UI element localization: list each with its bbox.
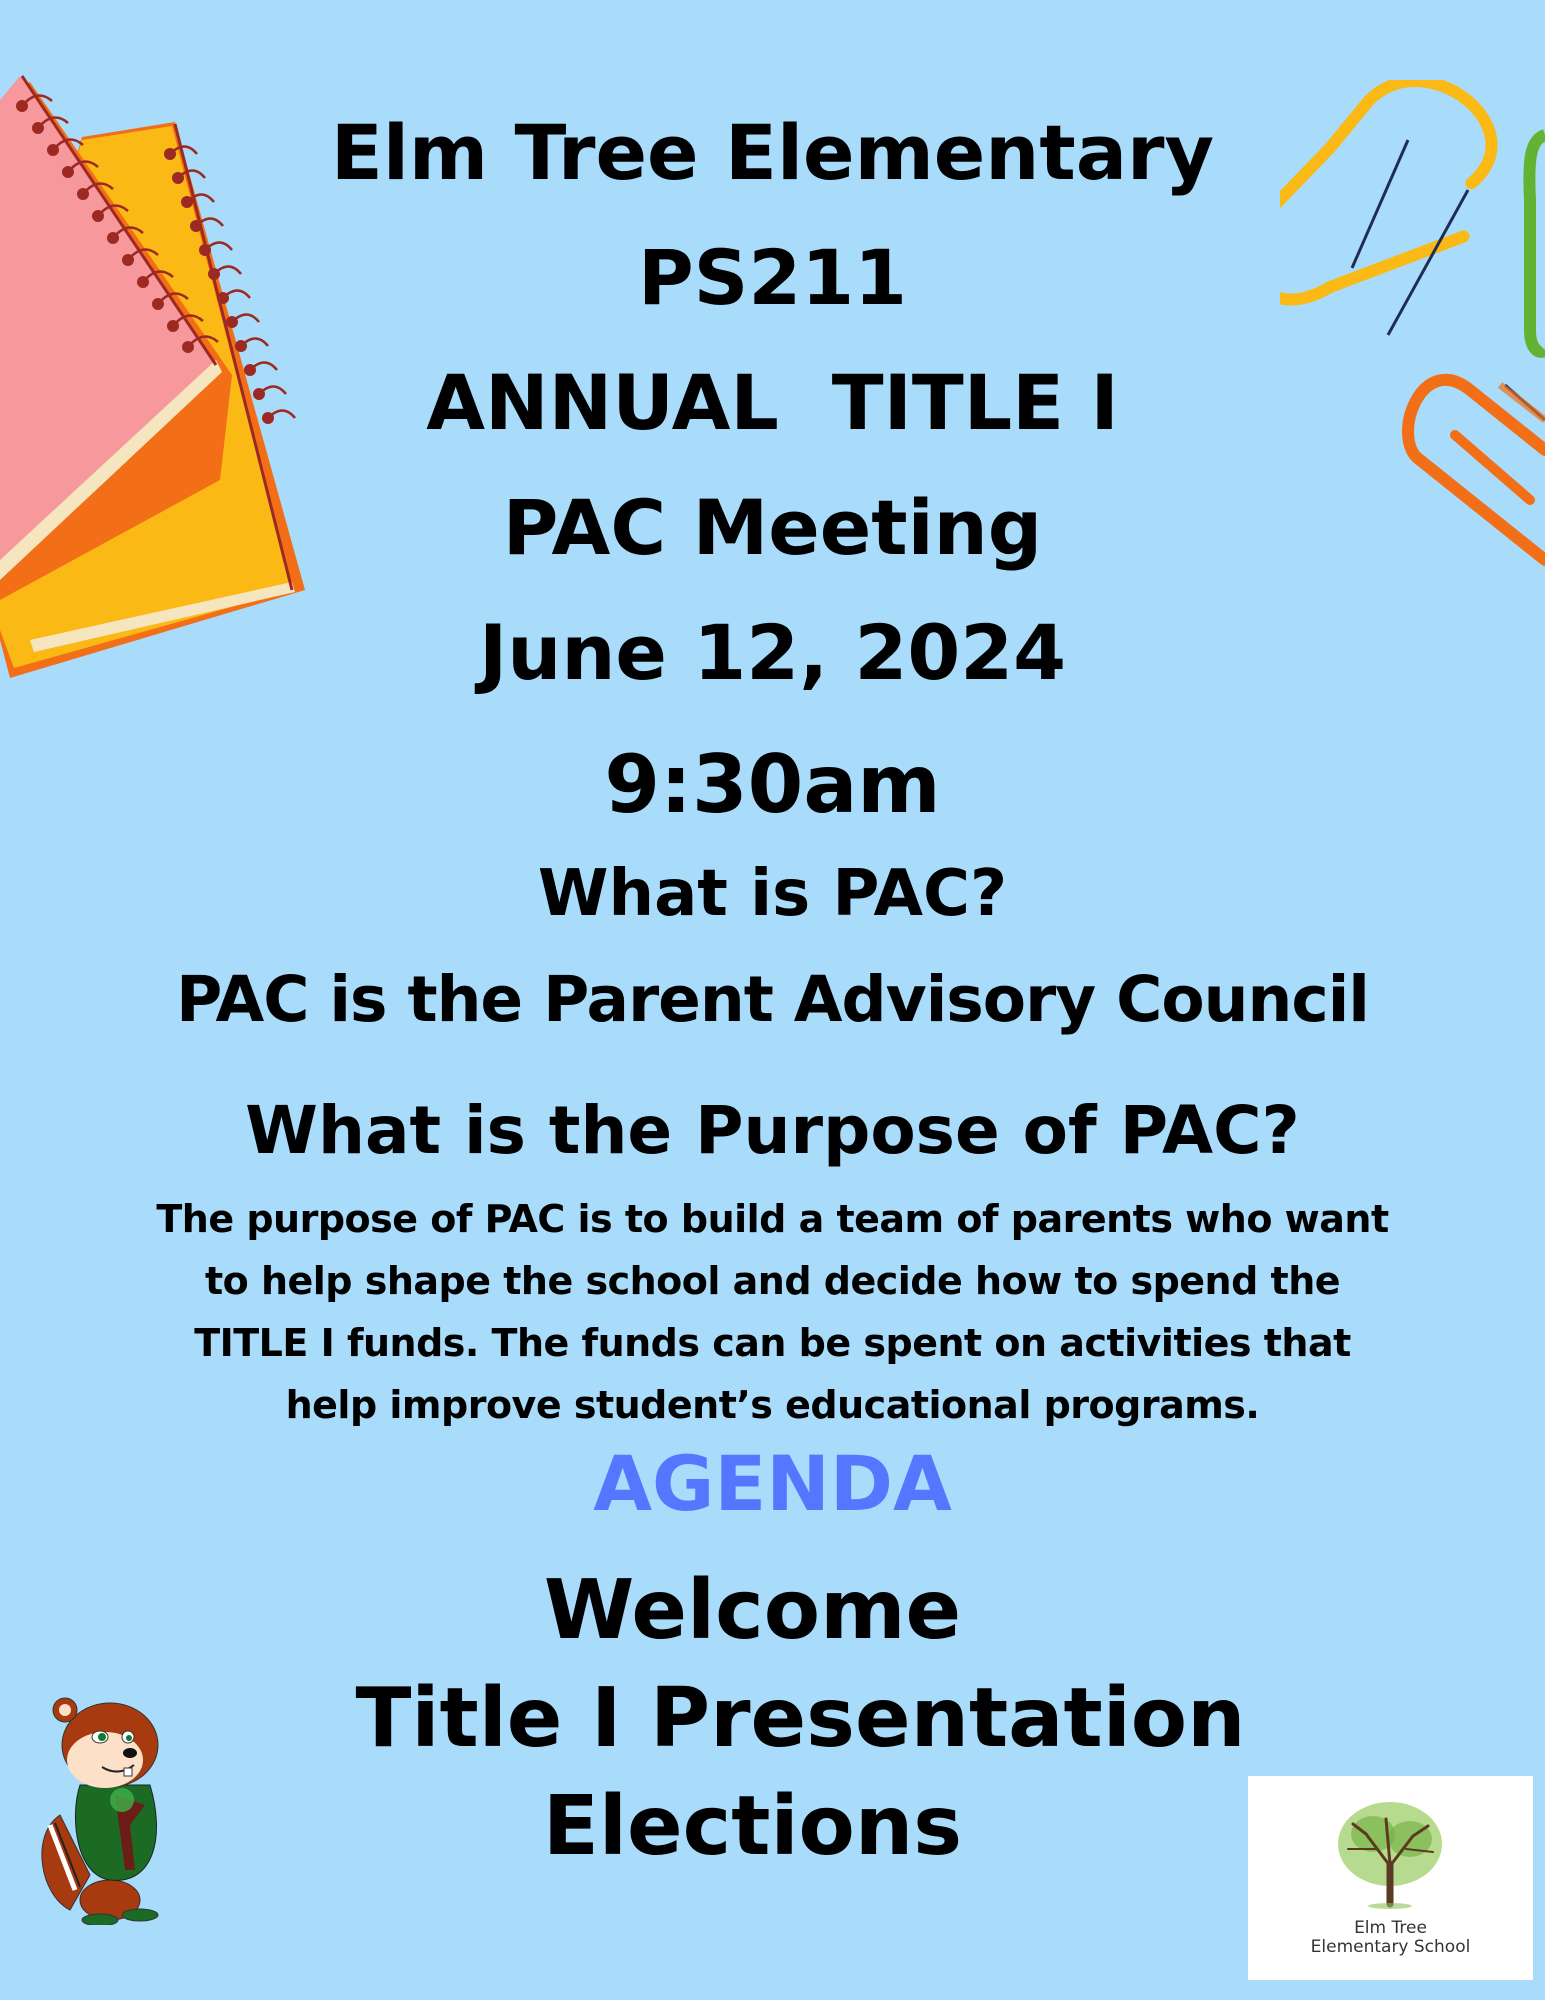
logo-line-1: Elm Tree xyxy=(1354,1918,1427,1938)
school-code: PS211 xyxy=(637,233,908,322)
agenda-item-elections: Elections xyxy=(542,1779,963,1874)
tree-logo-icon xyxy=(1328,1794,1453,1914)
logo-line-2: Elementary School xyxy=(1310,1937,1471,1957)
event-date: June 12, 2024 xyxy=(478,608,1067,697)
school-name: Elm Tree Elementary xyxy=(330,108,1215,197)
event-time: 9:30am xyxy=(604,738,941,831)
agenda-item-title-i-presentation: Title I Presentation xyxy=(355,1671,1246,1766)
school-logo xyxy=(1248,1776,1533,1980)
agenda-title: AGENDA xyxy=(593,1439,952,1528)
event-type: ANNUAL TITLE I xyxy=(426,358,1119,447)
purpose-line: TITLE I funds. The funds can be spent on activities that xyxy=(194,1321,1351,1365)
agenda-item-welcome: Welcome xyxy=(543,1563,962,1658)
purpose-line: to help shape the school and decide how to spend the xyxy=(204,1259,1341,1303)
question-what-is-pac: What is PAC? xyxy=(537,857,1008,931)
event-name: PAC Meeting xyxy=(502,483,1043,572)
purpose-paragraph xyxy=(0,1188,1545,1436)
chipmunk-mascot-icon xyxy=(30,1675,190,1925)
question-purpose-of-pac: What is the Purpose of PAC? xyxy=(245,1092,1300,1169)
purpose-line: The purpose of PAC is to build a team of parents who want xyxy=(156,1197,1389,1241)
purpose-line: help improve student’s educational programs. xyxy=(285,1383,1260,1427)
answer-what-is-pac: PAC is the Parent Advisory Council xyxy=(176,963,1369,1036)
